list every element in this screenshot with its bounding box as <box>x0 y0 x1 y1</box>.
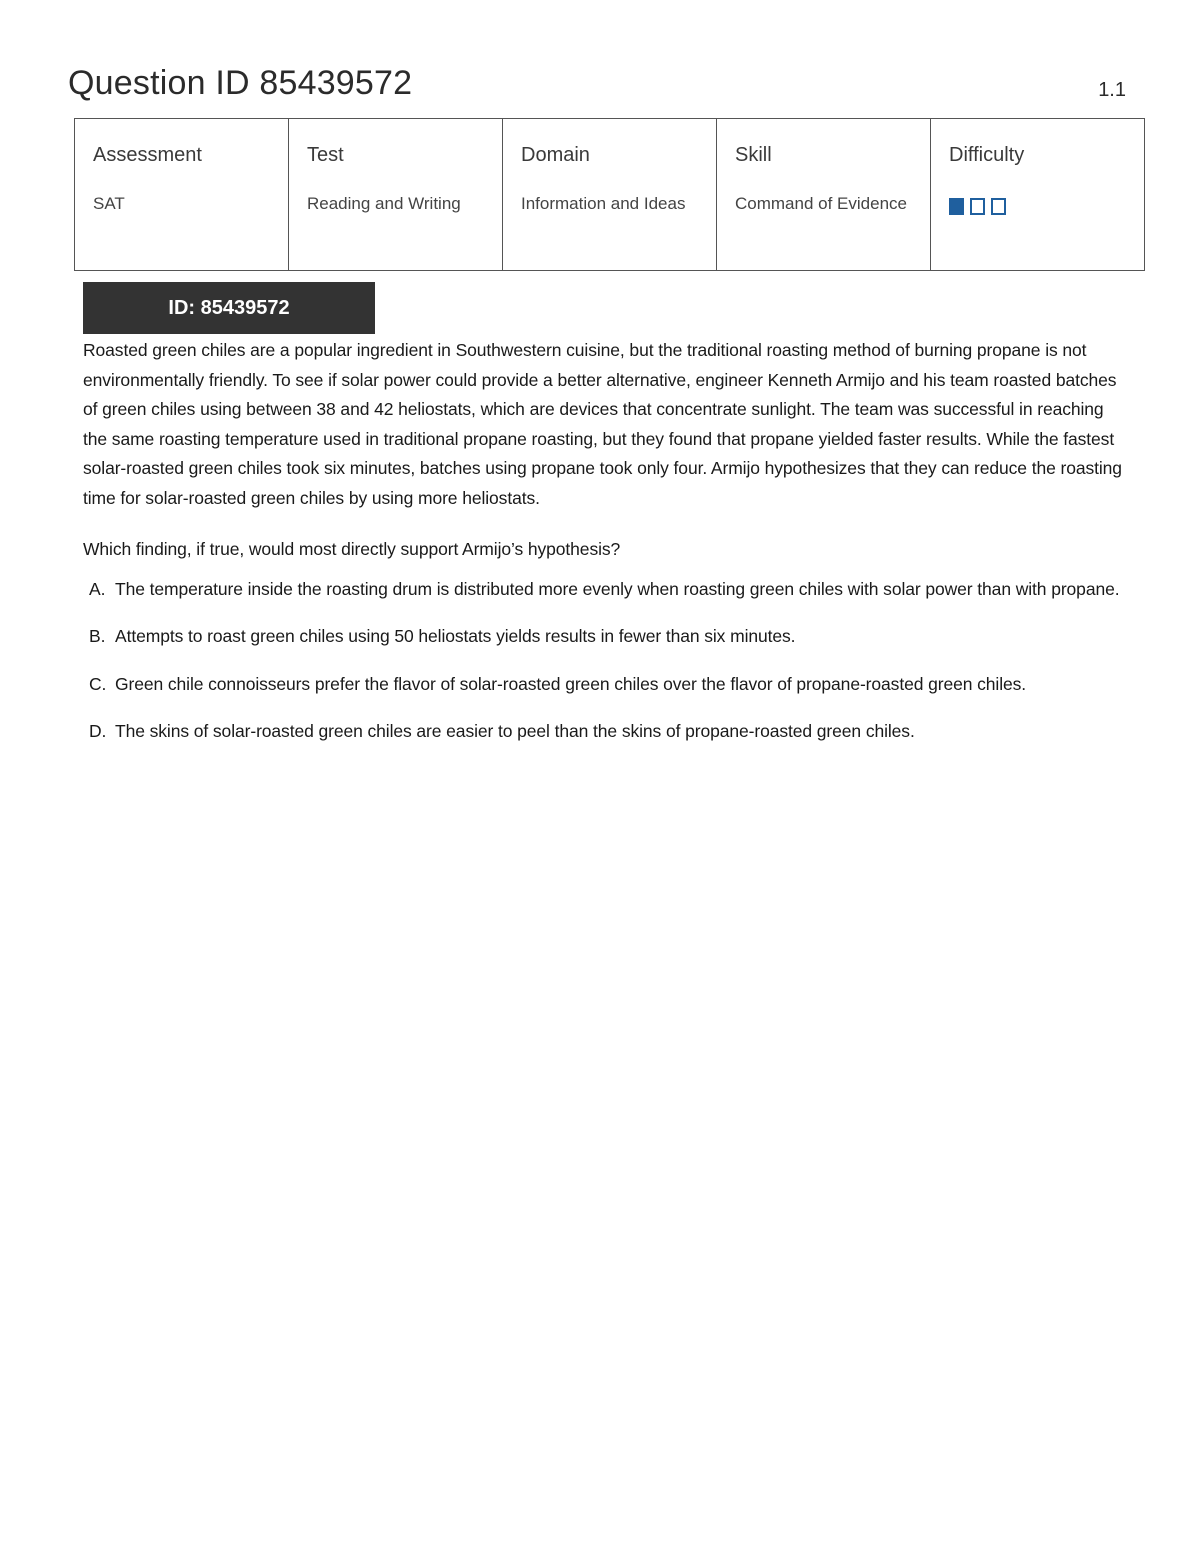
choice-letter: B. <box>89 626 106 646</box>
answer-choice-d <box>83 717 1123 747</box>
question-content <box>83 336 1123 765</box>
question-prompt: Which finding, if true, would most directly support Armijo’s hypothesis? <box>83 539 621 559</box>
metadata-cell-domain <box>503 119 717 271</box>
answer-choices <box>83 575 1123 747</box>
metadata-cell-skill <box>717 119 931 271</box>
choice-text: Attempts to roast green chiles using 50 heliostats yields results in fewer than six minutes. <box>115 626 796 646</box>
metadata-heading: Domain <box>521 144 590 166</box>
answer-choice-b <box>83 622 1123 652</box>
metadata-value: Command of Evidence <box>735 194 907 213</box>
choice-letter: C. <box>89 673 107 694</box>
passage-text: Roasted green chiles are a popular ingredient in Southwestern cuisine, but the traditional roasting method of burning propane is not environmentally friendly. To see if solar power could provide a better alternative, engineer Kenneth Armijo and his team roasted batches of green chiles using between 38 and 42 heliostats, which are devices that concentrate sunlight. The team was successful in reaching the same roasting temperature used in traditional propane roasting, but they found that propane yielded faster results. While the fastest solar-roasted green chiles took six minutes, batches using propane took only four. Armijo hypothesizes that they can reduce the roasting time for solar-roasted green chiles by using more heliostats. <box>83 340 1122 508</box>
difficulty-square-empty-icon <box>970 198 985 215</box>
metadata-heading: Assessment <box>93 144 202 166</box>
metadata-value: Reading and Writing <box>307 194 461 213</box>
question-metadata-table <box>74 118 1145 271</box>
choice-letter: A. <box>89 578 106 599</box>
metadata-heading: Difficulty <box>949 144 1025 166</box>
question-id-banner: ID: 85439572 <box>83 282 375 334</box>
difficulty-square-empty-icon <box>991 198 1006 215</box>
difficulty-meter <box>949 198 1126 215</box>
choice-text: The temperature inside the roasting drum is distributed more evenly when roasting green chiles with solar power than with propane. <box>115 578 1120 599</box>
answer-choice-a <box>83 575 1123 605</box>
metadata-row <box>75 119 1145 271</box>
answer-choice-c <box>83 670 1123 700</box>
metadata-cell-test <box>289 119 503 271</box>
choice-letter: D. <box>89 721 107 741</box>
difficulty-square-filled-icon <box>949 198 964 215</box>
metadata-value: Information and Ideas <box>521 194 686 213</box>
version-number: 1.1 <box>1098 79 1126 101</box>
metadata-cell-assessment <box>75 119 289 271</box>
page-title: Question ID 85439572 <box>68 64 413 102</box>
choice-text: The skins of solar-roasted green chiles are easier to peel than the skins of propane-roasted green chiles. <box>115 721 915 741</box>
metadata-cell-difficulty <box>931 119 1145 271</box>
metadata-value: SAT <box>93 194 125 213</box>
metadata-heading: Test <box>307 144 344 166</box>
choice-text: Green chile connoisseurs prefer the flavor of solar-roasted green chiles over the flavor of propane-roasted green chiles. <box>115 673 1027 694</box>
metadata-heading: Skill <box>735 144 772 166</box>
